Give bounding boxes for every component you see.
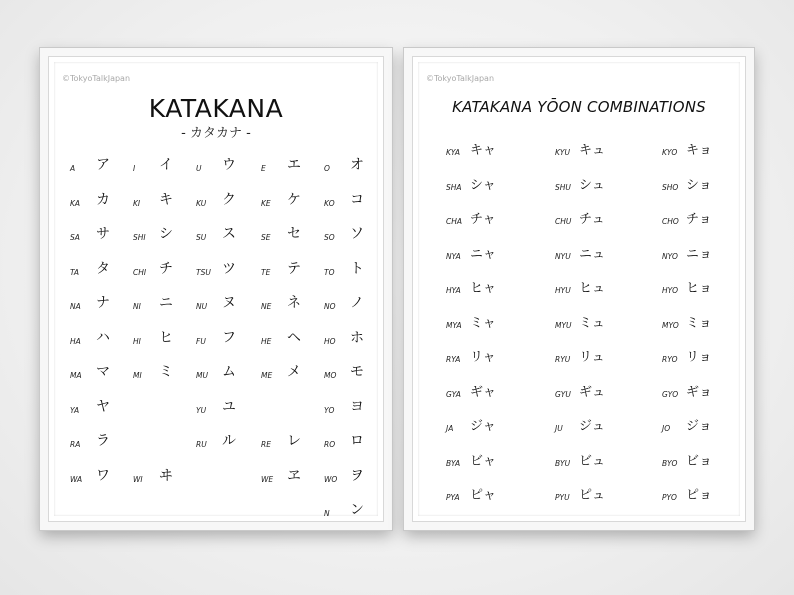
romaji-label: CHU	[555, 217, 572, 226]
kana-character: ロ	[350, 433, 364, 449]
kana-character: ヘ	[287, 329, 301, 346]
kana-character: ニョ	[686, 246, 713, 262]
romaji-label: KO	[324, 198, 335, 208]
kana-character: シ	[159, 226, 173, 242]
kana-character: ム	[222, 364, 236, 380]
kana-character: ヤ	[96, 398, 110, 415]
romaji-label: KYO	[662, 148, 678, 157]
poster-title: KATAKANA	[148, 94, 284, 123]
kana-character: メ	[287, 364, 301, 380]
romaji-label: KE	[261, 198, 271, 208]
kana-character: フ	[222, 329, 236, 346]
romaji-label: JA	[446, 424, 454, 433]
kana-character: シャ	[470, 177, 496, 193]
romaji-label: BYO	[662, 458, 678, 468]
romaji-label: WI	[133, 474, 143, 484]
kana-character: ビョ	[686, 453, 713, 469]
romaji-label: CHA	[446, 217, 463, 226]
kana-character: ビャ	[470, 453, 497, 469]
kana-character: ナ	[96, 295, 110, 311]
kana-character: ハ	[96, 329, 110, 346]
romaji-label: RYA	[446, 355, 461, 364]
romaji-label: SU	[196, 233, 207, 242]
romaji-label: NU	[196, 302, 208, 311]
kana-character: キュ	[579, 143, 606, 158]
kana-character: ビュ	[579, 453, 606, 469]
kana-character: ギョ	[686, 384, 713, 400]
romaji-label: KU	[196, 198, 207, 208]
romaji-label: YO	[324, 405, 335, 415]
kana-character: ワ	[96, 467, 110, 484]
kana-character: ピュ	[579, 488, 606, 503]
kana-character: ヲ	[350, 467, 364, 484]
romaji-label: E	[261, 164, 266, 173]
kana-character: マ	[96, 364, 110, 380]
romaji-label: KA	[70, 198, 81, 208]
kana-character: ヌ	[222, 295, 236, 311]
kana-character: ミ	[159, 364, 173, 380]
poster-title: KATAKANA YŌON COMBINATIONS	[452, 98, 706, 116]
kana-character: ギャ	[470, 384, 497, 400]
kana-character: リョ	[686, 350, 712, 365]
romaji-label: U	[196, 164, 202, 173]
kana-character: チャ	[470, 212, 496, 227]
kana-character: ス	[222, 226, 236, 242]
kana-character: ニャ	[470, 246, 497, 262]
kana-character: ミュ	[579, 315, 605, 331]
kana-character: テ	[287, 260, 301, 277]
kana-character: セ	[287, 226, 301, 242]
kana-character: ジャ	[470, 419, 496, 434]
kana-character: ク	[222, 191, 236, 208]
romaji-label: RO	[324, 440, 336, 449]
romaji-label: HE	[261, 336, 272, 346]
romaji-label: TO	[324, 267, 335, 277]
romaji-label: A	[70, 164, 76, 173]
romaji-label: PYA	[446, 493, 460, 502]
kana-character: タ	[96, 260, 110, 277]
romaji-label: SO	[324, 233, 335, 242]
watermark: ©TokyoTalkJapan	[62, 74, 131, 83]
yoon-poster	[418, 62, 740, 516]
romaji-label: GYO	[662, 389, 679, 399]
romaji-label: NE	[261, 302, 272, 311]
romaji-label: YA	[70, 405, 80, 415]
romaji-label: KYU	[555, 148, 570, 157]
kana-character: ル	[222, 433, 236, 449]
romaji-label: I	[133, 164, 136, 173]
katakana-poster	[54, 62, 378, 516]
kana-character: レ	[287, 433, 301, 449]
romaji-label: SHI	[133, 233, 146, 242]
kana-character: ピャ	[470, 488, 497, 503]
kana-character: ツ	[222, 260, 236, 277]
kana-character: ジュ	[579, 419, 605, 434]
kana-character: ニュ	[579, 246, 606, 262]
kana-character: ヒョ	[686, 281, 713, 296]
romaji-label: WE	[261, 474, 274, 484]
romaji-label: JO	[662, 424, 671, 433]
kana-character: ショ	[686, 177, 712, 193]
kana-character: ケ	[287, 191, 301, 208]
romaji-label: PYO	[662, 493, 677, 502]
romaji-label: HYO	[662, 286, 678, 295]
romaji-label: RU	[196, 440, 207, 449]
romaji-label: MI	[133, 371, 142, 380]
kana-character: ホ	[350, 329, 364, 346]
romaji-label: SHU	[555, 182, 571, 192]
kana-character: ヒュ	[579, 281, 606, 296]
romaji-label: MU	[196, 371, 208, 380]
yoon-poster-frame	[404, 48, 754, 530]
kana-character: コ	[350, 191, 364, 208]
kana-character: ヱ	[287, 467, 301, 484]
romaji-label: MYU	[555, 320, 572, 330]
romaji-label: HI	[133, 336, 141, 346]
romaji-label: MYA	[446, 320, 462, 330]
kana-character: ヨ	[350, 398, 364, 415]
romaji-label: MYO	[662, 320, 679, 330]
romaji-label: WA	[70, 474, 83, 484]
kana-character: キャ	[470, 143, 497, 158]
kana-character: ニ	[159, 295, 173, 311]
romaji-label: HO	[324, 336, 336, 346]
romaji-label: NYU	[555, 251, 571, 261]
kana-character: リャ	[470, 350, 496, 365]
kana-character: キョ	[686, 143, 713, 158]
romaji-label: SHA	[446, 182, 462, 192]
kana-character: オ	[350, 157, 364, 173]
romaji-label: HA	[70, 336, 81, 346]
romaji-label: NA	[70, 302, 81, 311]
kana-character: モ	[350, 364, 364, 380]
kana-character: ミョ	[686, 315, 712, 331]
kana-character: チュ	[579, 212, 605, 227]
romaji-label: RA	[70, 440, 81, 449]
kana-character: ミャ	[470, 315, 496, 331]
kana-character: ト	[350, 260, 364, 277]
kana-character: リュ	[579, 350, 605, 365]
poster-subtitle: - カタカナ -	[181, 126, 251, 141]
kana-character: ネ	[287, 295, 301, 311]
kana-character: チョ	[686, 212, 712, 227]
romaji-label: TA	[70, 267, 80, 277]
romaji-label: MA	[70, 371, 82, 380]
romaji-label: NYA	[446, 251, 461, 261]
romaji-label: SA	[70, 233, 80, 242]
kana-character: ノ	[350, 295, 364, 311]
romaji-label: SE	[261, 233, 271, 242]
kana-character: ウ	[222, 157, 236, 173]
kana-character: ン	[350, 502, 364, 518]
romaji-label: HYA	[446, 286, 461, 295]
kana-character: サ	[96, 226, 110, 242]
romaji-label: TE	[261, 267, 271, 277]
kana-character: ギュ	[579, 384, 606, 400]
romaji-label: NYO	[662, 251, 678, 261]
romaji-label: PYU	[555, 493, 570, 502]
kana-character: ア	[96, 157, 110, 173]
kana-character: ヰ	[159, 467, 173, 484]
romaji-label: O	[324, 164, 330, 173]
romaji-label: KYA	[446, 148, 461, 157]
kana-character: カ	[96, 191, 110, 208]
romaji-label: NO	[324, 302, 336, 311]
romaji-label: WO	[324, 474, 338, 484]
kana-character: チ	[159, 260, 173, 277]
romaji-label: RYU	[555, 355, 571, 364]
romaji-label: BYU	[555, 458, 571, 468]
kana-character: ソ	[350, 226, 364, 242]
kana-character: ヒャ	[470, 281, 497, 296]
romaji-label: TSU	[196, 267, 211, 277]
romaji-label: ME	[261, 371, 273, 380]
romaji-label: CHO	[662, 217, 679, 226]
romaji-label: SHO	[662, 182, 679, 192]
katakana-poster-frame	[40, 48, 392, 530]
romaji-label: CHI	[133, 267, 147, 277]
watermark: ©TokyoTalkJapan	[426, 74, 495, 83]
kana-character: エ	[287, 157, 301, 173]
romaji-label: JU	[555, 424, 563, 433]
kana-character: ジョ	[686, 419, 712, 434]
romaji-label: MO	[324, 371, 337, 380]
kana-character: シュ	[579, 177, 605, 193]
romaji-label: HYU	[555, 286, 571, 295]
romaji-label: NI	[133, 302, 141, 311]
romaji-label: YU	[196, 405, 207, 415]
romaji-label: FU	[196, 336, 206, 346]
kana-character: ピョ	[686, 488, 713, 503]
romaji-label: RE	[261, 440, 271, 449]
kana-character: ユ	[222, 398, 236, 415]
romaji-label: N	[324, 509, 330, 518]
romaji-label: GYA	[446, 389, 461, 399]
kana-character: イ	[159, 157, 173, 173]
kana-character: ヒ	[159, 329, 173, 346]
kana-character: ラ	[96, 433, 110, 449]
romaji-label: RYO	[662, 355, 678, 364]
kana-character: キ	[159, 191, 173, 208]
romaji-label: KI	[133, 198, 141, 208]
romaji-label: BYA	[446, 458, 461, 468]
romaji-label: GYU	[555, 389, 571, 399]
